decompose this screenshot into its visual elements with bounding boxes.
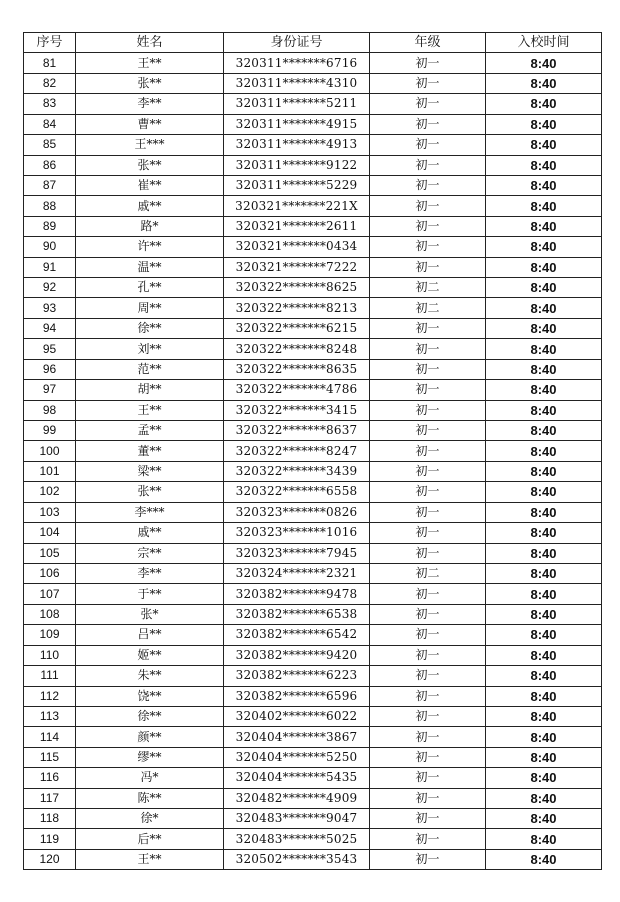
cell-name: 于**: [76, 584, 224, 604]
cell-serial-number: 112: [24, 686, 76, 706]
header-name: 姓名: [76, 33, 224, 53]
cell-entry-time: 8:40: [486, 706, 602, 726]
cell-grade: 初一: [370, 400, 486, 420]
cell-entry-time: 8:40: [486, 604, 602, 624]
cell-serial-number: 111: [24, 666, 76, 686]
cell-name: 崔**: [76, 175, 224, 195]
cell-name: 王***: [76, 135, 224, 155]
cell-serial-number: 110: [24, 645, 76, 665]
cell-id-number: 320321*******0434: [224, 237, 370, 257]
cell-id-number: 320402*******6022: [224, 706, 370, 726]
cell-serial-number: 95: [24, 339, 76, 359]
cell-name: 徐**: [76, 706, 224, 726]
cell-entry-time: 8:40: [486, 196, 602, 216]
roster-table: [23, 32, 602, 870]
cell-grade: 初一: [370, 686, 486, 706]
cell-serial-number: 107: [24, 584, 76, 604]
cell-entry-time: 8:40: [486, 298, 602, 318]
table-row: [24, 645, 602, 665]
cell-id-number: 320322*******8248: [224, 339, 370, 359]
cell-name: 周**: [76, 298, 224, 318]
cell-name: 宗**: [76, 543, 224, 563]
cell-grade: 初一: [370, 53, 486, 73]
cell-name: 张**: [76, 482, 224, 502]
table-row: [24, 73, 602, 93]
cell-serial-number: 114: [24, 727, 76, 747]
cell-serial-number: 105: [24, 543, 76, 563]
cell-id-number: 320382*******6542: [224, 625, 370, 645]
cell-name: 李***: [76, 502, 224, 522]
table-row: [24, 400, 602, 420]
cell-name: 胡**: [76, 380, 224, 400]
cell-grade: 初一: [370, 502, 486, 522]
cell-grade: 初一: [370, 523, 486, 543]
cell-serial-number: 118: [24, 809, 76, 829]
cell-serial-number: 109: [24, 625, 76, 645]
cell-entry-time: 8:40: [486, 829, 602, 849]
cell-serial-number: 120: [24, 849, 76, 869]
cell-entry-time: 8:40: [486, 727, 602, 747]
cell-id-number: 320311*******9122: [224, 155, 370, 175]
cell-id-number: 320311*******4915: [224, 114, 370, 134]
cell-grade: 初一: [370, 94, 486, 114]
table-row: [24, 584, 602, 604]
cell-name: 路*: [76, 216, 224, 236]
table-row: [24, 339, 602, 359]
cell-grade: 初一: [370, 461, 486, 481]
cell-name: 张**: [76, 73, 224, 93]
cell-entry-time: 8:40: [486, 788, 602, 808]
cell-grade: 初一: [370, 768, 486, 788]
cell-grade: 初一: [370, 441, 486, 461]
cell-grade: 初一: [370, 257, 486, 277]
table-row: [24, 706, 602, 726]
cell-id-number: 320382*******6223: [224, 666, 370, 686]
cell-id-number: 320382*******9478: [224, 584, 370, 604]
cell-entry-time: 8:40: [486, 441, 602, 461]
cell-grade: 初一: [370, 543, 486, 563]
cell-id-number: 320321*******7222: [224, 257, 370, 277]
cell-entry-time: 8:40: [486, 135, 602, 155]
table-row: [24, 359, 602, 379]
cell-id-number: 320322*******6558: [224, 482, 370, 502]
table-row: [24, 175, 602, 195]
cell-name: 姬**: [76, 645, 224, 665]
cell-serial-number: 84: [24, 114, 76, 134]
cell-grade: 初一: [370, 604, 486, 624]
table-row: [24, 94, 602, 114]
cell-name: 温**: [76, 257, 224, 277]
cell-serial-number: 99: [24, 421, 76, 441]
cell-id-number: 320311*******4913: [224, 135, 370, 155]
header-serial-number: 序号: [24, 33, 76, 53]
cell-id-number: 320323*******7945: [224, 543, 370, 563]
cell-serial-number: 85: [24, 135, 76, 155]
cell-entry-time: 8:40: [486, 94, 602, 114]
cell-id-number: 320322*******8635: [224, 359, 370, 379]
cell-entry-time: 8:40: [486, 747, 602, 767]
cell-name: 许**: [76, 237, 224, 257]
table-row: [24, 523, 602, 543]
cell-name: 李**: [76, 94, 224, 114]
cell-name: 张**: [76, 155, 224, 175]
cell-name: 曹**: [76, 114, 224, 134]
cell-grade: 初一: [370, 196, 486, 216]
cell-entry-time: 8:40: [486, 400, 602, 420]
cell-name: 饶**: [76, 686, 224, 706]
cell-id-number: 320321*******221X: [224, 196, 370, 216]
cell-entry-time: 8:40: [486, 73, 602, 93]
cell-entry-time: 8:40: [486, 768, 602, 788]
cell-entry-time: 8:40: [486, 666, 602, 686]
cell-entry-time: 8:40: [486, 114, 602, 134]
cell-serial-number: 93: [24, 298, 76, 318]
table-row: [24, 461, 602, 481]
cell-name: 王**: [76, 400, 224, 420]
cell-serial-number: 90: [24, 237, 76, 257]
cell-id-number: 320311*******5229: [224, 175, 370, 195]
cell-entry-time: 8:40: [486, 53, 602, 73]
header-entry-time: 入校时间: [486, 33, 602, 53]
cell-entry-time: 8:40: [486, 339, 602, 359]
cell-name: 后**: [76, 829, 224, 849]
table-row: [24, 237, 602, 257]
cell-id-number: 320323*******0826: [224, 502, 370, 522]
cell-grade: 初一: [370, 584, 486, 604]
cell-serial-number: 86: [24, 155, 76, 175]
cell-entry-time: 8:40: [486, 543, 602, 563]
cell-name: 徐*: [76, 809, 224, 829]
cell-grade: 初一: [370, 339, 486, 359]
cell-serial-number: 97: [24, 380, 76, 400]
cell-serial-number: 113: [24, 706, 76, 726]
table-row: [24, 114, 602, 134]
cell-serial-number: 115: [24, 747, 76, 767]
table-row: [24, 196, 602, 216]
cell-entry-time: 8:40: [486, 461, 602, 481]
cell-entry-time: 8:40: [486, 849, 602, 869]
cell-name: 王**: [76, 53, 224, 73]
cell-id-number: 320382*******9420: [224, 645, 370, 665]
table-row: [24, 53, 602, 73]
table-row: [24, 278, 602, 298]
table-row: [24, 686, 602, 706]
header-grade: 年级: [370, 33, 486, 53]
cell-id-number: 320311*******5211: [224, 94, 370, 114]
cell-serial-number: 98: [24, 400, 76, 420]
cell-id-number: 320311*******6716: [224, 53, 370, 73]
table-row: [24, 788, 602, 808]
cell-id-number: 320382*******6538: [224, 604, 370, 624]
table-row: [24, 768, 602, 788]
cell-entry-time: 8:40: [486, 482, 602, 502]
table-row: [24, 421, 602, 441]
cell-name: 缪**: [76, 747, 224, 767]
cell-grade: 初一: [370, 666, 486, 686]
cell-serial-number: 116: [24, 768, 76, 788]
cell-serial-number: 87: [24, 175, 76, 195]
cell-name: 颜**: [76, 727, 224, 747]
cell-serial-number: 106: [24, 563, 76, 583]
cell-entry-time: 8:40: [486, 155, 602, 175]
cell-serial-number: 88: [24, 196, 76, 216]
table-row: [24, 543, 602, 563]
table-row: [24, 625, 602, 645]
cell-grade: 初一: [370, 73, 486, 93]
cell-grade: 初一: [370, 114, 486, 134]
cell-serial-number: 102: [24, 482, 76, 502]
cell-serial-number: 94: [24, 318, 76, 338]
cell-id-number: 320482*******4909: [224, 788, 370, 808]
cell-entry-time: 8:40: [486, 237, 602, 257]
table-row: [24, 809, 602, 829]
cell-id-number: 320322*******6215: [224, 318, 370, 338]
cell-grade: 初一: [370, 645, 486, 665]
cell-id-number: 320483*******5025: [224, 829, 370, 849]
cell-name: 徐**: [76, 318, 224, 338]
cell-grade: 初一: [370, 482, 486, 502]
cell-entry-time: 8:40: [486, 584, 602, 604]
cell-grade: 初一: [370, 809, 486, 829]
cell-id-number: 320322*******4786: [224, 380, 370, 400]
cell-id-number: 320502*******3543: [224, 849, 370, 869]
table-row: [24, 502, 602, 522]
cell-grade: 初二: [370, 278, 486, 298]
cell-entry-time: 8:40: [486, 421, 602, 441]
cell-entry-time: 8:40: [486, 318, 602, 338]
cell-name: 刘**: [76, 339, 224, 359]
cell-id-number: 320322*******8247: [224, 441, 370, 461]
cell-serial-number: 82: [24, 73, 76, 93]
cell-serial-number: 117: [24, 788, 76, 808]
cell-grade: 初一: [370, 135, 486, 155]
cell-entry-time: 8:40: [486, 278, 602, 298]
cell-id-number: 320322*******8637: [224, 421, 370, 441]
cell-grade: 初一: [370, 421, 486, 441]
cell-id-number: 320483*******9047: [224, 809, 370, 829]
cell-entry-time: 8:40: [486, 216, 602, 236]
cell-id-number: 320322*******8213: [224, 298, 370, 318]
cell-grade: 初一: [370, 237, 486, 257]
cell-id-number: 320404*******3867: [224, 727, 370, 747]
cell-grade: 初一: [370, 380, 486, 400]
table-row: [24, 318, 602, 338]
table-row: [24, 849, 602, 869]
cell-grade: 初一: [370, 359, 486, 379]
cell-id-number: 320322*******3439: [224, 461, 370, 481]
cell-entry-time: 8:40: [486, 563, 602, 583]
cell-grade: 初一: [370, 706, 486, 726]
cell-name: 张*: [76, 604, 224, 624]
table-row: [24, 380, 602, 400]
table-row: [24, 298, 602, 318]
table-row: [24, 604, 602, 624]
table-row: [24, 563, 602, 583]
cell-name: 范**: [76, 359, 224, 379]
cell-name: 王**: [76, 849, 224, 869]
cell-grade: 初二: [370, 563, 486, 583]
cell-name: 孔**: [76, 278, 224, 298]
table-row: [24, 441, 602, 461]
cell-serial-number: 89: [24, 216, 76, 236]
cell-name: 戚**: [76, 196, 224, 216]
cell-serial-number: 91: [24, 257, 76, 277]
cell-grade: 初一: [370, 625, 486, 645]
table-row: [24, 135, 602, 155]
cell-grade: 初一: [370, 727, 486, 747]
cell-serial-number: 81: [24, 53, 76, 73]
cell-grade: 初一: [370, 318, 486, 338]
cell-serial-number: 108: [24, 604, 76, 624]
cell-entry-time: 8:40: [486, 359, 602, 379]
table-row: [24, 257, 602, 277]
cell-grade: 初一: [370, 747, 486, 767]
cell-id-number: 320324*******2321: [224, 563, 370, 583]
table-row: [24, 829, 602, 849]
cell-name: 梁**: [76, 461, 224, 481]
cell-entry-time: 8:40: [486, 257, 602, 277]
cell-grade: 初一: [370, 849, 486, 869]
cell-id-number: 320323*******1016: [224, 523, 370, 543]
cell-serial-number: 101: [24, 461, 76, 481]
header-id-number: 身份证号: [224, 33, 370, 53]
cell-name: 陈**: [76, 788, 224, 808]
cell-name: 吕**: [76, 625, 224, 645]
cell-name: 董**: [76, 441, 224, 461]
cell-id-number: 320311*******4310: [224, 73, 370, 93]
cell-id-number: 320321*******2611: [224, 216, 370, 236]
table-row: [24, 727, 602, 747]
cell-id-number: 320404*******5435: [224, 768, 370, 788]
cell-id-number: 320382*******6596: [224, 686, 370, 706]
cell-name: 李**: [76, 563, 224, 583]
table-body: [24, 53, 602, 870]
cell-grade: 初一: [370, 175, 486, 195]
cell-name: 冯*: [76, 768, 224, 788]
table-row: [24, 216, 602, 236]
cell-name: 朱**: [76, 666, 224, 686]
cell-grade: 初一: [370, 216, 486, 236]
cell-grade: 初一: [370, 788, 486, 808]
cell-entry-time: 8:40: [486, 645, 602, 665]
cell-entry-time: 8:40: [486, 380, 602, 400]
cell-name: 孟**: [76, 421, 224, 441]
cell-entry-time: 8:40: [486, 502, 602, 522]
cell-serial-number: 100: [24, 441, 76, 461]
cell-entry-time: 8:40: [486, 523, 602, 543]
table-row: [24, 155, 602, 175]
cell-serial-number: 119: [24, 829, 76, 849]
cell-entry-time: 8:40: [486, 809, 602, 829]
table-row: [24, 747, 602, 767]
table-header-row: [24, 33, 602, 53]
cell-entry-time: 8:40: [486, 625, 602, 645]
cell-entry-time: 8:40: [486, 175, 602, 195]
cell-grade: 初二: [370, 298, 486, 318]
cell-grade: 初一: [370, 155, 486, 175]
cell-serial-number: 103: [24, 502, 76, 522]
cell-serial-number: 96: [24, 359, 76, 379]
table-row: [24, 666, 602, 686]
cell-serial-number: 92: [24, 278, 76, 298]
cell-id-number: 320322*******8625: [224, 278, 370, 298]
cell-id-number: 320404*******5250: [224, 747, 370, 767]
cell-id-number: 320322*******3415: [224, 400, 370, 420]
cell-name: 戚**: [76, 523, 224, 543]
cell-serial-number: 104: [24, 523, 76, 543]
cell-serial-number: 83: [24, 94, 76, 114]
table-row: [24, 482, 602, 502]
cell-entry-time: 8:40: [486, 686, 602, 706]
cell-grade: 初一: [370, 829, 486, 849]
